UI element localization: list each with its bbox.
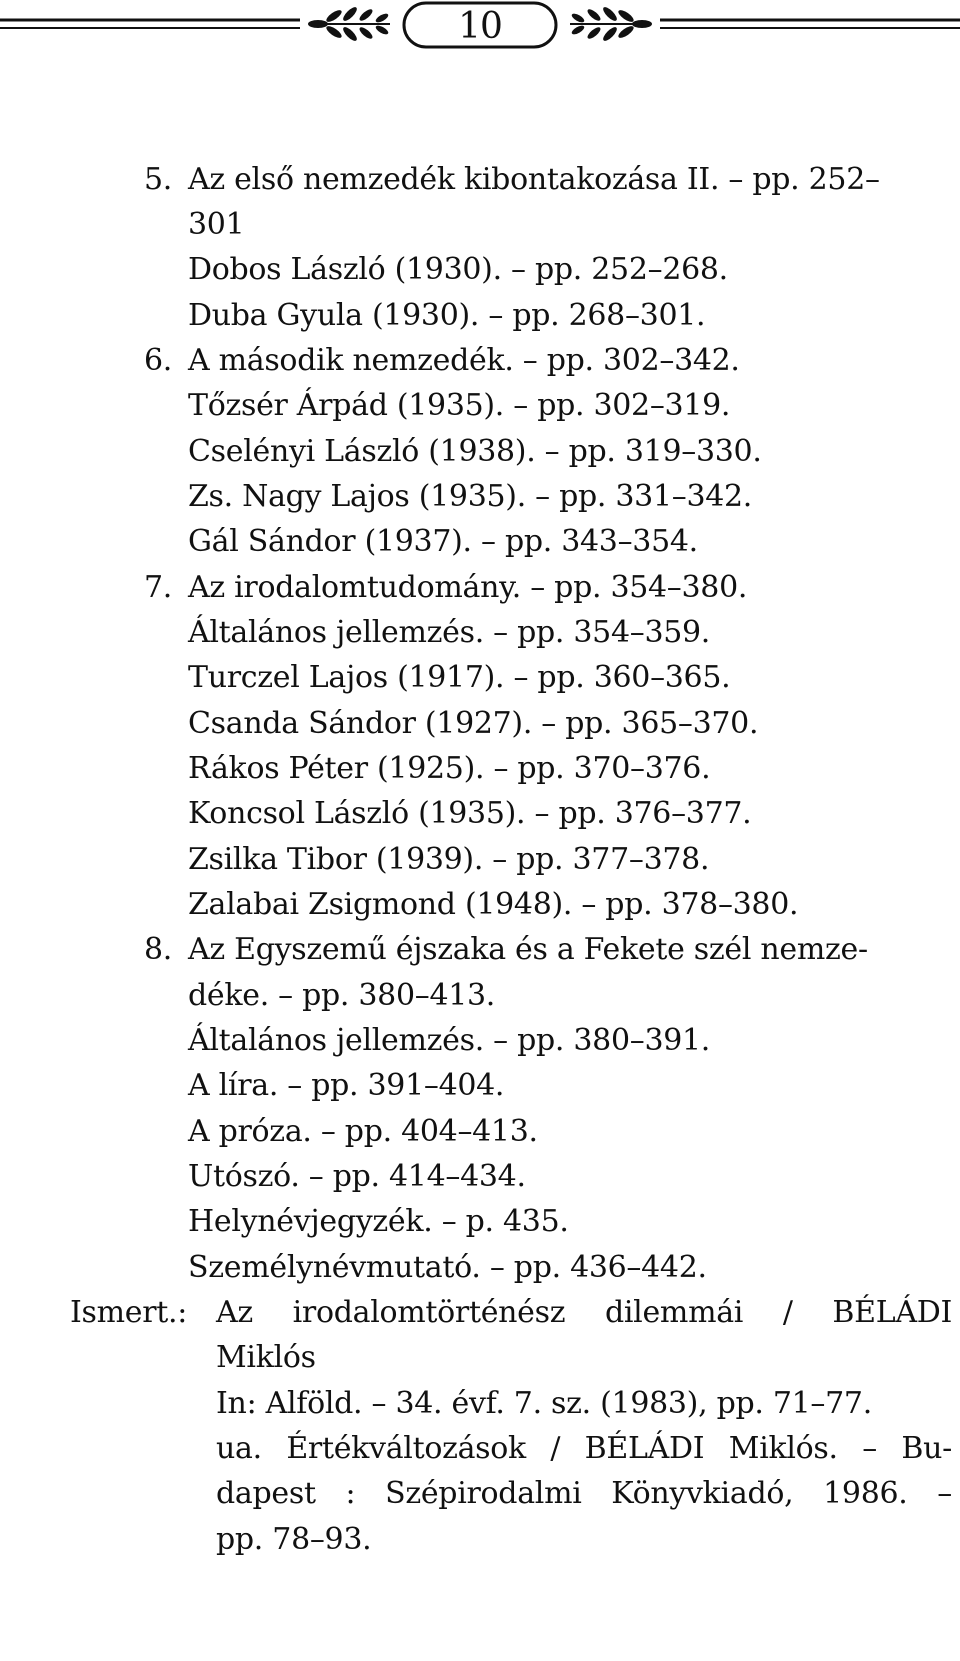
review-line: pp. 78–93. [216,1522,372,1557]
section-title-continued: déke. – pp. 380–413. [188,978,496,1013]
toc-entry: Csanda Sándor (1927). – pp. 365–370. [188,706,759,741]
section-title: A második nemzedék. – pp. 302–342. [188,343,740,378]
toc-entry: Gál Sándor (1937). – pp. 343–354. [188,524,698,559]
toc-entry: Általános jellemzés. – pp. 380–391. [188,1023,711,1058]
review-line: Miklós [216,1340,316,1375]
toc-entry: Helynévjegyzék. – p. 435. [188,1204,569,1239]
toc-entry: A líra. – pp. 391–404. [188,1068,505,1103]
page-number: 10 [458,6,502,47]
toc-entry: Általános jellemzés. – pp. 354–359. [188,615,711,650]
toc-entry: A próza. – pp. 404–413. [188,1114,538,1149]
toc-entry: Cselényi László (1938). – pp. 319–330. [188,434,762,469]
section-title: Az irodalomtudomány. – pp. 354–380. [188,570,748,605]
section-number: 6. [144,343,173,378]
toc-entry: Dobos László (1930). – pp. 252–268. [188,252,728,287]
section-number: 5. [144,162,173,197]
page-header [0,0,960,60]
review-line: In: Alföld. – 34. évf. 7. sz. (1983), pp. 71–77. [216,1386,872,1421]
toc-entry: Személynévmutató. – pp. 436–442. [188,1250,707,1285]
toc-entry: Tőzsér Árpád (1935). – pp. 302–319. [188,388,731,423]
section-title: Az első nemzedék kibontakozása II. – pp. 252– [188,162,880,197]
review-line: dapest : Szépirodalmi Könyvkiadó, 1986. – [216,1476,952,1511]
review-line: Az irodalomtörténész dilemmái / BÉLÁDI [216,1295,952,1330]
section-title: Az Egyszemű éjszaka és a Fekete szél nemze- [188,932,868,967]
section-number: 8. [144,932,173,967]
section-title-continued: 301 [188,207,245,242]
toc-entry: Turczel Lajos (1917). – pp. 360–365. [188,660,731,695]
toc-entry: Duba Gyula (1930). – pp. 268–301. [188,298,706,333]
review-label: Ismert.: [70,1295,188,1330]
toc-entry: Zalabai Zsigmond (1948). – pp. 378–380. [188,887,799,922]
toc-entry: Zs. Nagy Lajos (1935). – pp. 331–342. [188,479,753,514]
toc-entry: Rákos Péter (1925). – pp. 370–376. [188,751,711,786]
toc-entry: Koncsol László (1935). – pp. 376–377. [188,796,752,831]
toc-entry: Zsilka Tibor (1939). – pp. 377–378. [188,842,710,877]
toc-entry: Utószó. – pp. 414–434. [188,1159,526,1194]
section-number: 7. [144,570,173,605]
review-line: ua. Értékváltozások / BÉLÁDI Miklós. – Bu- [216,1431,952,1466]
